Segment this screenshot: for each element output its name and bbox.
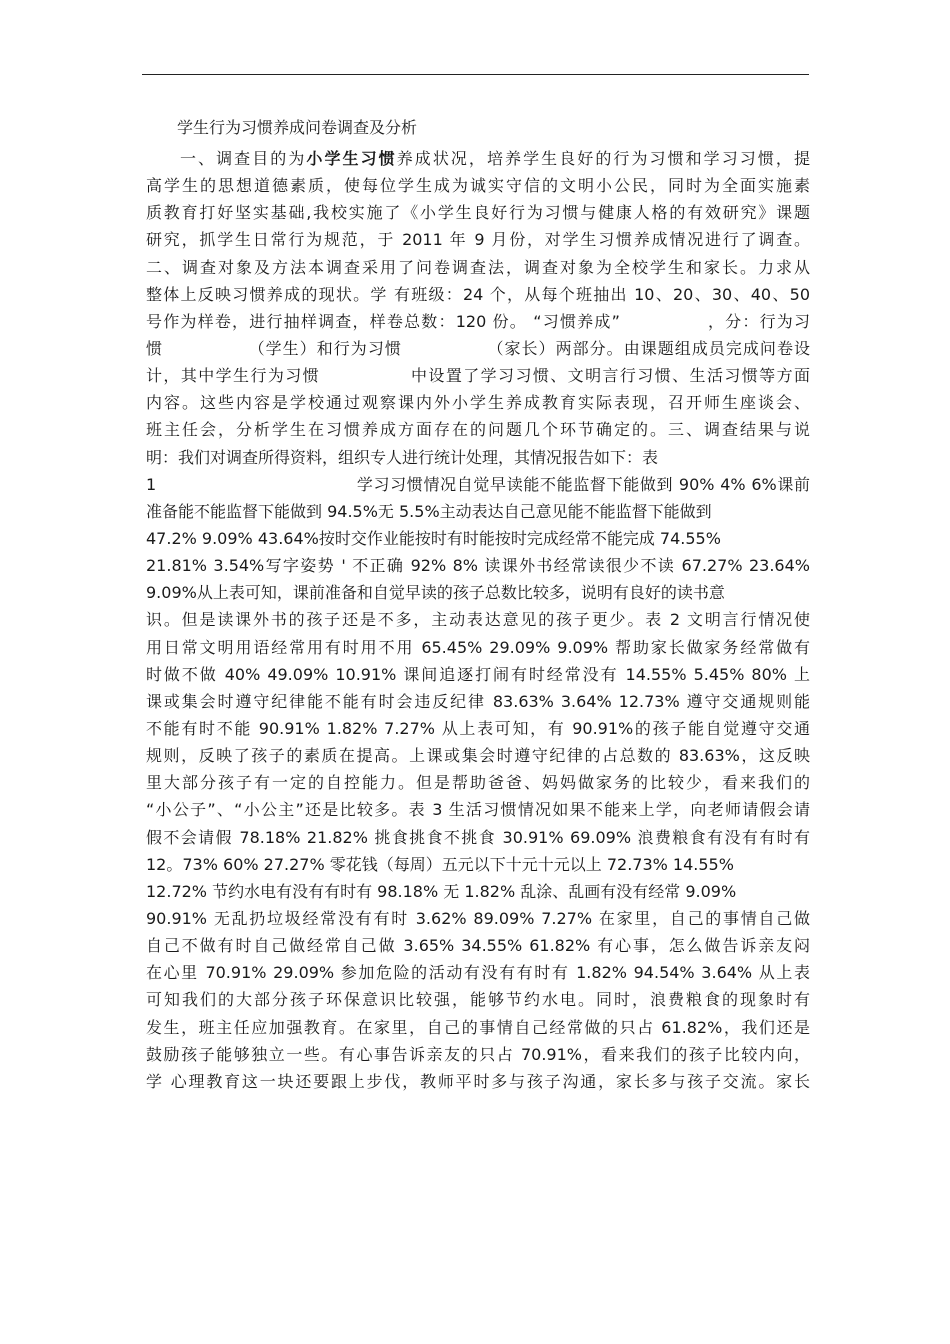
body-line: 在心里 70.91% 29.09% 参加危险的活动有没有有时有 1.82% 94.54% 3.64% 从上表 (146, 963, 810, 983)
body-line: 质教育打好坚实基础,我校实施了《小学生良好行为习惯与健康人格的有效研究》课题 (146, 203, 810, 223)
body-line: 不能有时不能 90.91% 1.82% 7.27% 从上表可知，有 90.91%的孩子能自觉遵守交通 (146, 718, 810, 738)
body-line: “小公子”、“小公主”还是比较多。表 3 生活习惯情况如果不能来上学，向老师请假会请 (146, 800, 810, 820)
body-line: 二、调查对象及方法本调查采用了问卷调查法，调查对象为全校学生和家长。力求从 (146, 257, 810, 277)
body-line: 用日常文明用语经常用有时用不用 65.45% 29.09% 9.09% 帮助家长做家务经常做有 (146, 637, 810, 657)
line1-emphasis: 小学生习惯 (306, 149, 397, 168)
body-line: 学 心理教育这一块还要跟上步伐，教师平时多与孩子沟通，家长多与孩子交流。家长 (146, 1071, 810, 1091)
body-line: 号作为样卷，进行抽样调查，样卷总数：120 份。 “习惯养成” ，分：行为习 (146, 311, 810, 331)
body-line: 自己不做有时自己做经常自己做 3.65% 34.55% 61.82% 有心事，怎么做告诉亲友闷 (146, 936, 810, 956)
body-line: 明：我们对调查所得资料，组织专人进行统计处理，其情况报告如下：表 (146, 447, 659, 467)
body-line (146, 145, 810, 172)
body-line: 高学生的思想道德素质，使每位学生成为诚实守信的文明小公民，同时为全面实施素 (146, 176, 810, 196)
body-line: 21.81% 3.54%写字姿势 ' 不正确 92% 8% 读课外书经常读很少不读 67.27% 23.64% (146, 556, 810, 576)
body-line: 规则，反映了孩子的素质在提高。上课或集会时遵守纪律的占总数的 83.63%，这反映 (146, 746, 810, 766)
body-line: 9.09%从上表可知，课前准备和自觉早读的孩子总数比较多，说明有良好的读书意 (146, 583, 725, 603)
body-line: 整体上反映习惯养成的现状。学 有班级：24 个，从每个班抽出 10、20、30、40、50 (146, 284, 810, 304)
body-line: 假不会请假 78.18% 21.82% 挑食挑食不挑食 30.91% 69.09% 浪费粮食有没有有时有 (146, 827, 810, 847)
body-line: 12。73% 60% 27.27% 零花钱（每周）五元以下十元十元以上 72.73% 14.55% (146, 854, 734, 874)
body-line: 发生，班主任应加强教育。在家里，自己的事情自己经常做的只占 61.82%，我们还是 (146, 1017, 810, 1037)
body-line: 47.2% 9.09% 43.64%按时交作业能按时有时能按时完成经常不能完成 74.55% (146, 528, 721, 548)
body-line: 1 学习习惯情况自觉早读能不能监督下能做到 90% 4% 6%课前 (146, 474, 810, 494)
body-line: 90.91% 无乱扔垃圾经常没有有时 3.62% 89.09% 7.27% 在家里，自己的事情自己做 (146, 908, 810, 928)
body-line: 12.72% 节约水电有没有有时有 98.18% 无 1.82% 乱涂、乱画有没有经常 9.09% (146, 881, 737, 901)
body-line: 可知我们的大部分孩子环保意识比较强，能够节约水电。同时，浪费粮食的现象时有 (146, 990, 810, 1010)
line1-after: 养成状况，培养学生良好的行为习惯和学习习惯，提 (396, 149, 810, 168)
body-line: 里大部分孩子有一定的自控能力。但是帮助爸爸、妈妈做家务的比较少，看来我们的 (146, 773, 810, 793)
line1-before: 一、调查目的为 (180, 149, 307, 168)
body-line: 班主任会，分析学生在习惯养成方面存在的问题几个环节确定的。三、调查结果与说 (146, 420, 810, 440)
body-line: 研究，抓学生日常行为规范，于 2011 年 9 月份，对学生习惯养成情况进行了调查。 (146, 230, 810, 250)
document-body (146, 145, 810, 1095)
body-line: 课或集会时遵守纪律能不能有时会违反纪律 83.63% 3.64% 12.73% 遵守交通规则能 (146, 691, 810, 711)
header-rule (142, 74, 809, 75)
body-line: 时做不做 40% 49.09% 10.91% 课间追逐打闹有时经常没有 14.55% 5.45% 80% 上 (146, 664, 810, 684)
body-line: 内容。这些内容是学校通过观察课内外小学生养成教育实际表现，召开师生座谈会、 (146, 393, 810, 413)
document-title: 学生行为习惯养成问卷调查及分析 (177, 118, 418, 137)
body-line: 惯 （学生）和行为习惯 （家长）两部分。由课题组成员完成问卷设 (146, 338, 810, 358)
body-line: 准备能不能监督下能做到 94.5%无 5.5%主动表达自己意见能不能监督下能做到 (146, 501, 712, 521)
body-line: 识。但是读课外书的孩子还是不多，主动表达意见的孩子更少。表 2 文明言行情况使 (146, 610, 810, 630)
body-line: 鼓励孩子能够独立一些。有心事告诉亲友的只占 70.91%，看来我们的孩子比较内向， (146, 1044, 810, 1064)
body-line: 计，其中学生行为习惯 中设置了学习习惯、文明言行习惯、生活习惯等方面 (146, 366, 810, 386)
